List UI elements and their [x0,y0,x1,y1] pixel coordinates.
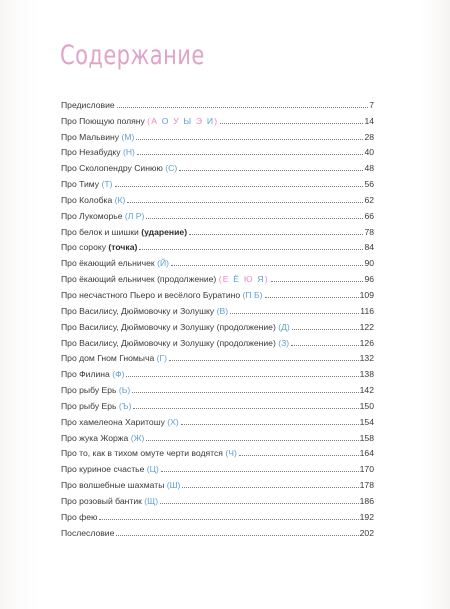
toc-entry [61,268,374,284]
page-number: 186 [359,495,374,506]
toc-entry-text: Про Колобка [61,194,115,205]
dot-leader [116,535,358,536]
vowel-letter: Ы [183,115,196,126]
tag-paren-open: ( [157,258,160,269]
page-number: 109 [359,289,374,300]
toc-entry [61,189,374,205]
toc-entry [61,474,374,490]
toc-entry [61,348,374,364]
toc-entry-text: Про Филина [61,369,113,380]
dot-leader [230,313,359,314]
sound-letter-tag: Н [125,147,133,158]
sound-letter-tag: Ч [228,448,234,459]
tag-paren-close: ) [132,147,135,158]
bold-topic: ударение [144,226,185,237]
toc-entry-title [61,401,131,411]
vowel-letter: Я [257,274,265,285]
toc-entry [61,490,374,506]
tag-paren-close: ) [128,400,132,411]
toc-entry [61,221,374,237]
toc-entry-title [61,116,218,126]
dot-leader [146,218,363,219]
dot-leader [291,345,358,346]
toc-entry [61,427,374,443]
tag-paren-open: ( [225,448,229,459]
page-number: 48 [364,163,374,174]
dot-leader [181,424,359,425]
dot-leader [292,329,359,330]
sound-letter-tag: С [168,163,175,174]
tag-paren-open: ( [146,464,150,475]
toc-entry-title [61,338,289,348]
toc-entry-text: Про Василису, Дюймовочку и Золушку (продолжение) [61,337,279,348]
vowel-letter: Ю [243,274,258,285]
sound-letter-tag: Т [104,179,110,190]
sound-letter-tag: Й [159,258,167,269]
sound-letter-tag [223,274,265,284]
toc-entry-title [61,433,144,443]
tag-paren-close: ) [174,163,178,174]
tag-paren-close: ) [131,131,135,142]
toc-entry-title [61,163,177,173]
toc-entry [61,252,374,268]
page-number: 116 [360,305,374,316]
tag-paren-open: ( [147,115,152,126]
dot-leader [137,154,364,155]
tag-paren-open: ( [112,369,116,380]
page-number: 178 [359,480,374,491]
page-number: 14 [364,115,374,126]
dot-leader [265,297,359,298]
toc-entry [61,458,374,474]
page-number: 154 [359,416,374,427]
toc-entry-text: Послесловие [61,527,115,538]
toc-entry-title [61,353,167,363]
tag-paren-open: ( [101,179,105,190]
toc-entry [61,157,374,173]
toc-entry [61,395,374,411]
tag-paren-open: ( [130,432,134,443]
toc-entry-title [61,448,237,458]
tag-paren-close: ) [155,495,159,506]
toc-entry-title [61,306,228,316]
tag-paren-open: ( [121,131,125,142]
tag-paren-close: ) [109,179,113,190]
toc-entry-title [61,496,158,506]
sound-letter-tag: Ф [115,369,122,380]
toc-entry [61,110,374,126]
tag-paren-close: ) [141,432,145,443]
sound-letter-tag [151,116,214,126]
vowel-letter: У [173,115,184,126]
toc-entry-text: Про розовый бантик [61,495,145,506]
sound-letter-tag: В [219,305,226,316]
page-number: 170 [359,464,374,475]
toc-entry-text: Про ёкающий ельничек [61,258,158,269]
sound-letter-tag: Щ [147,495,156,506]
tag-paren-close: ) [164,353,168,364]
page-number: 150 [359,400,374,411]
toc-entry-text: Про Тиму [61,179,102,190]
toc-entry-title [61,258,169,268]
toc-entry-title [61,369,124,379]
tag-paren-open: ( [218,274,223,285]
toc-entry-title [61,132,134,142]
page-number: 56 [364,179,374,190]
page-number: 122 [359,321,374,332]
tag-paren-close: ) [122,194,126,205]
toc-entry-title [61,179,113,189]
page-number: 78 [364,226,374,237]
vowel-letter: Э [195,115,207,126]
page-number: 40 [364,147,374,158]
bold-paren-close: ) [134,242,138,253]
toc-entry-text: Про хамелеона Харитошу [61,416,168,427]
toc-entry [61,332,374,348]
toc-entry-text: Про рыбу Ерь [61,385,119,396]
bold-paren-open: ( [108,242,112,253]
tag-paren-open: ( [166,480,170,491]
tag-paren-open: ( [167,416,171,427]
bold-paren-close: ) [184,226,188,237]
dot-leader [171,265,363,266]
toc-entry-text: Предисловие [61,99,115,110]
toc-entry-text: Про дом Гном Гномыча [61,353,157,364]
toc-entry-title [61,290,263,300]
bold-topic: точка [111,242,135,253]
dot-leader [133,408,358,409]
table-of-contents [61,94,374,538]
toc-entry-title [61,480,180,490]
dot-leader [182,487,358,488]
toc-entry [61,411,374,427]
bold-paren-open: ( [141,226,145,237]
tag-paren-open: ( [124,210,128,221]
tag-paren-open: ( [118,385,122,396]
dot-leader [127,202,363,203]
dot-leader [239,455,359,456]
toc-entry-title [61,195,125,205]
tag-paren-close: ) [127,385,131,396]
tag-paren-open: ( [114,194,118,205]
vowel-letter: Ё [233,274,244,285]
page-number: 96 [364,274,374,285]
sound-letter-tag: Ъ [121,400,129,411]
dot-leader [169,360,359,361]
toc-entry-text: Про фею [61,511,98,522]
sound-letter-tag: Ь [121,385,128,396]
sound-letter-tag: З [281,337,287,348]
tag-paren-close: ) [166,258,170,269]
toc-entry-text: Про волшебные шахматы [61,480,167,491]
toc-entry-title [61,464,159,474]
vowel-letter: И [206,115,215,126]
sound-letter-tag: Ж [133,432,142,443]
toc-entry-text: Про Поющую поляну [61,115,148,126]
toc-entry-text: Про несчастного Пьеро и весёлого Буратино [61,289,243,300]
tag-paren-open: ( [216,305,220,316]
toc-entry-title [61,274,269,284]
page-number: 142 [359,385,374,396]
toc-entry-text: Про куриное счастье [61,464,147,475]
sound-letter-tag: Ц [149,464,157,475]
dot-leader [99,519,358,520]
toc-entry [61,205,374,221]
page-title: Содержание [60,40,205,71]
toc-entry-text: Про жука Жоржа [61,432,131,443]
tag-paren-close: ) [177,480,181,491]
dot-leader [139,249,363,250]
tag-paren-close: ) [264,274,269,285]
toc-entry-text: Про Сколопендру Синюю [61,163,166,174]
toc-entry [61,173,374,189]
sound-letter-tag: Д [281,321,287,332]
dot-leader [220,123,363,124]
dot-leader [179,170,363,171]
tag-paren-open: ( [156,353,160,364]
vowel-letter: Е [222,274,234,285]
dot-leader [117,107,369,108]
tag-paren-close: ) [156,464,159,475]
toc-entry [61,506,374,522]
tag-paren-close: ) [214,115,219,126]
toc-entry-title [61,322,290,332]
toc-entry-title [61,242,137,252]
tag-paren-open: ( [278,321,282,332]
toc-entry-text: Про Василису, Дюймовочку и Золушку (продолжение) [61,321,279,332]
dot-leader [160,503,359,504]
page-number: 138 [359,369,374,380]
page-number: 62 [364,194,374,205]
tag-paren-open: ( [278,337,282,348]
toc-entry [61,316,374,332]
page-number: 164 [359,448,374,459]
toc-entry-text: Про то, как в тихом омуте черти водятся [61,448,226,459]
sound-letter-tag: М [124,131,132,142]
tag-paren-close: ) [225,305,229,316]
dot-leader [126,376,358,377]
sound-letter-tag: П Б [245,289,260,300]
tag-paren-open: ( [118,400,122,411]
sound-letter-tag: Г [159,353,165,364]
page-number: 126 [359,337,374,348]
tag-paren-close: ) [175,416,179,427]
toc-entry [61,126,374,142]
tag-paren-open: ( [165,163,169,174]
toc-entry-text: Про Василису, Дюймовочку и Золушку [61,305,217,316]
toc-entry-text: Про Незабудку [61,147,123,158]
tag-paren-close: ) [259,289,263,300]
vowel-letter: О [161,115,174,126]
toc-entry-title [61,385,130,395]
dot-leader [136,139,363,140]
toc-entry [61,300,374,316]
tag-paren-open: ( [122,147,126,158]
toc-entry-text: Про Мальвину [61,131,122,142]
toc-entry-text: Про сороку [61,242,109,253]
page-number: 158 [359,432,374,443]
toc-entry [61,379,374,395]
dot-leader [271,281,364,282]
page-number: 202 [359,527,374,538]
tag-paren-close: ) [121,369,125,380]
page-number: 28 [364,131,374,142]
page-number: 84 [364,242,374,253]
dot-leader [132,392,358,393]
toc-entry [61,284,374,300]
toc-entry-title [61,512,97,522]
page-number: 132 [359,353,374,364]
toc-entry-title [61,211,144,221]
page-number: 7 [369,99,374,110]
tag-paren-close: ) [141,210,145,221]
toc-entry-title [61,528,114,538]
tag-paren-open: ( [242,289,246,300]
toc-entry-title [61,417,179,427]
sound-letter-tag: Л Р [127,210,142,221]
sound-letter-tag: Х [170,416,176,427]
tag-paren-close: ) [286,337,290,348]
toc-entry-text: Про ёкающий ельничек (продолжение) [61,274,219,285]
toc-entry-title [61,147,135,157]
page-number: 192 [359,511,374,522]
toc-entry-text: Про Лукоморье [61,210,125,221]
dot-leader [115,186,364,187]
toc-entry-text: Про рыбу Ерь [61,400,119,411]
page-number: 66 [364,210,374,221]
dot-leader [146,440,358,441]
toc-entry [61,142,374,158]
toc-entry [61,363,374,379]
sound-letter-tag: Ш [169,480,178,491]
toc-entry [61,94,374,110]
toc-entry-title [61,227,187,237]
toc-entry-text: Про белок и шишки [61,226,142,237]
vowel-letter: А [151,115,162,126]
toc-entry [61,522,374,538]
sound-letter-tag: К [117,194,123,205]
tag-paren-close: ) [233,448,237,459]
tag-paren-open: ( [144,495,148,506]
toc-entry-title [61,100,115,110]
dot-leader [161,471,359,472]
page-number: 90 [364,258,374,269]
tag-paren-close: ) [286,321,290,332]
toc-entry [61,237,374,253]
toc-entry [61,443,374,459]
dot-leader [189,234,363,235]
